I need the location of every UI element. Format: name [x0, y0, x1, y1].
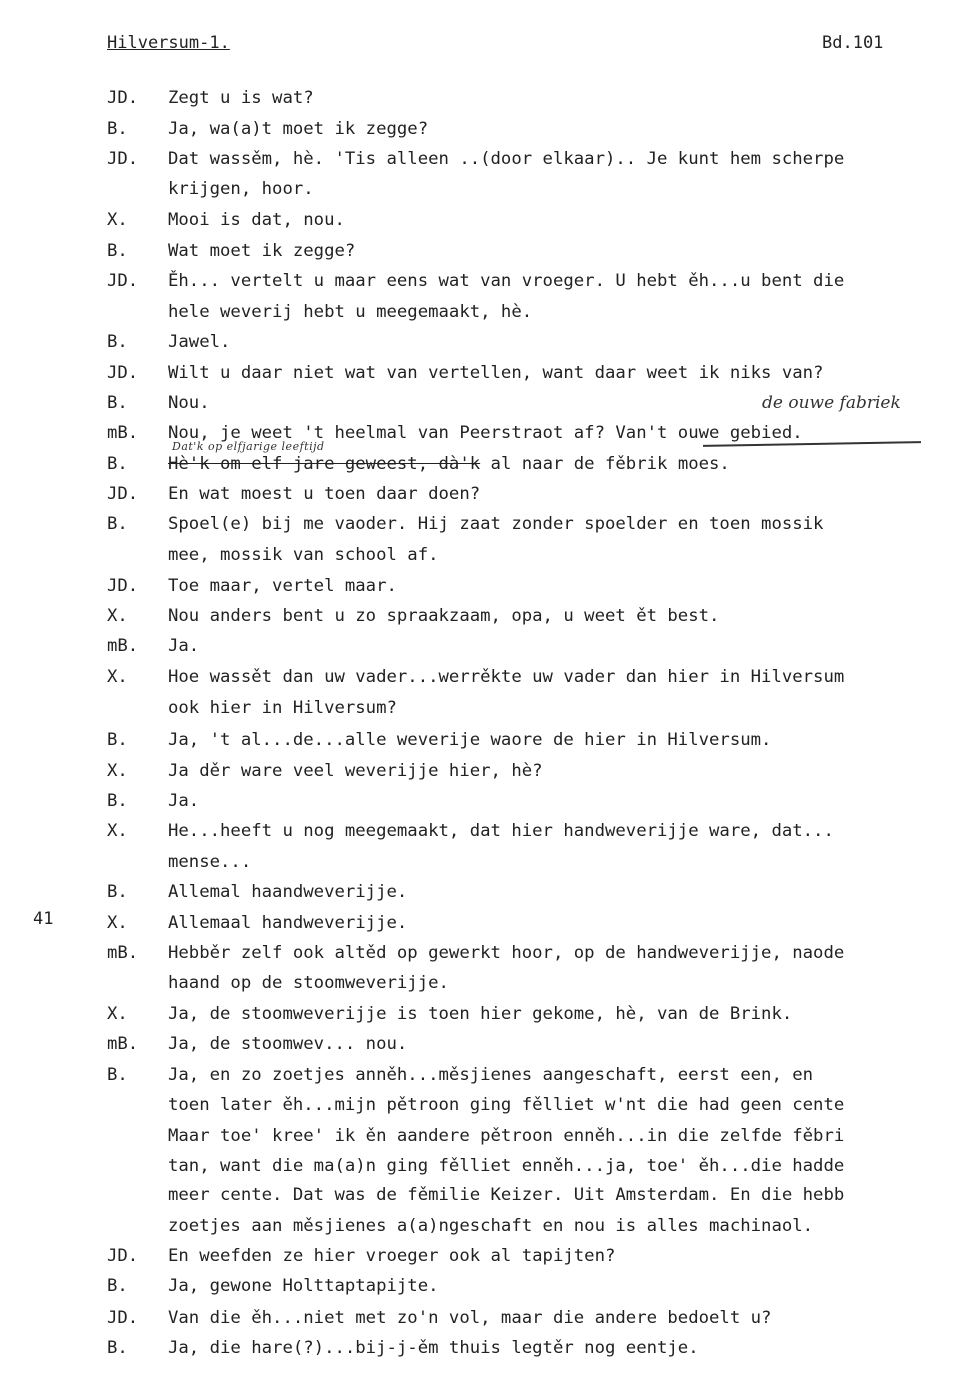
spoken-text: Nou.	[168, 393, 210, 413]
speaker-label: JD.	[107, 88, 139, 108]
speaker-label: B.	[107, 882, 128, 902]
spoken-text: Toe maar, vertel maar.	[168, 576, 397, 596]
speaker-label: mB.	[107, 943, 139, 963]
spoken-text: Wat moet ik zegge?	[168, 241, 356, 261]
spoken-text: Ja, gewone Holttaptapijte.	[168, 1276, 439, 1296]
spoken-text: Hebběr zelf ook altěd op gewerkt hoor, op de handweverijje, naode	[168, 943, 845, 963]
spoken-text: Ja děr ware veel weverijje hier, hè?	[168, 761, 543, 781]
speaker-label: mB.	[107, 423, 139, 443]
speaker-label: JD.	[107, 149, 139, 169]
page-reference: Bd.101	[822, 33, 884, 53]
speaker-label: B.	[107, 119, 128, 139]
speaker-label: B.	[107, 1065, 128, 1085]
speaker-label: X.	[107, 210, 128, 230]
spoken-text: En wat moest u toen daar doen?	[168, 484, 481, 504]
spoken-text: Mooi is dat, nou.	[168, 210, 345, 230]
speaker-label: B.	[107, 791, 128, 811]
spoken-text: Ja.	[168, 636, 200, 656]
speaker-label: JD.	[107, 1308, 139, 1328]
spoken-text: Van die ěh...niet met zo'n vol, maar die andere bedoelt u?	[168, 1308, 772, 1328]
spoken-text: mense...	[168, 852, 252, 872]
spoken-text: Ja, wa(a)t moet ik zegge?	[168, 119, 429, 139]
spoken-text: He...heeft u nog meegemaakt, dat hier handweverijje ware, dat...	[168, 821, 834, 841]
spoken-text: Ja, de stoomweverijje is toen hier gekome, hè, van de Brink.	[168, 1004, 793, 1024]
crossed-out-text: Hè'k om elf jare geweest, dà'k	[168, 454, 481, 474]
spoken-text: Allemaal handweverijje.	[168, 913, 408, 933]
speaker-label: JD.	[107, 363, 139, 383]
page-title: Hilversum-1.	[107, 33, 230, 53]
spoken-text: krijgen, hoor.	[168, 179, 314, 199]
speaker-label: X.	[107, 1004, 128, 1024]
handwritten-annotation: de ouwe fabriek	[762, 393, 901, 413]
speaker-label: mB.	[107, 1034, 139, 1054]
spoken-text: toen later ěh...mijn pětroon ging fělliet w'nt die had geen cente	[168, 1095, 845, 1115]
speaker-label: mB.	[107, 636, 139, 656]
spoken-text: zoetjes aan měsjienes a(a)ngeschaft en nou is alles machinaol.	[168, 1216, 814, 1236]
speaker-label: B.	[107, 393, 128, 413]
spoken-text: hele weverij hebt u meegemaakt, hè.	[168, 302, 533, 322]
spoken-text: Zegt u is wat?	[168, 88, 314, 108]
spoken-text: Nou anders bent u zo spraakzaam, opa, u weet ět best.	[168, 606, 720, 626]
spoken-text: Ja.	[168, 791, 200, 811]
speaker-label: B.	[107, 1338, 128, 1358]
speaker-label: B.	[107, 730, 128, 750]
speaker-label: JD.	[107, 576, 139, 596]
speaker-label: B.	[107, 332, 128, 352]
speaker-label: B.	[107, 454, 128, 474]
speaker-label: X.	[107, 761, 128, 781]
spoken-text: Ja, de stoomwev... nou.	[168, 1034, 408, 1054]
spoken-text: Ěh... vertelt u maar eens wat van vroeger. U hebt ěh...u bent die	[168, 271, 845, 291]
spoken-text: Ja, die hare(?)...bij-j-ěm thuis legtěr nog eentje.	[168, 1338, 699, 1358]
spoken-text: Dat wassěm, hè. 'Tis alleen ..(door elkaar).. Je kunt hem scherpe	[168, 149, 845, 169]
spoken-text: Hoe wassět dan uw vader...werrěkte uw vader dan hier in Hilversum	[168, 667, 845, 687]
speaker-label: X.	[107, 821, 128, 841]
spoken-text: Maar toe' kree' ik ěn aandere pětroon enněh...in die zelfde fěbri	[168, 1126, 845, 1146]
spoken-text	[168, 452, 730, 476]
margin-number: 41	[33, 909, 54, 929]
spoken-text: Nou, je weet 't heelmal van Peerstraot af? Van't ouwe gebied.	[168, 423, 803, 443]
speaker-label: X.	[107, 913, 128, 933]
speaker-label: B.	[107, 241, 128, 261]
speaker-label: X.	[107, 606, 128, 626]
spoken-text: En weefden ze hier vroeger ook al tapijten?	[168, 1246, 616, 1266]
spoken-text: ook hier in Hilversum?	[168, 698, 397, 718]
speaker-label: X.	[107, 667, 128, 687]
remaining-text: al naar de fěbrik moes.	[480, 454, 730, 474]
spoken-text: mee, mossik van school af.	[168, 545, 439, 565]
spoken-text: tan, want die ma(a)n ging fělliet enněh...ja, toe' ěh...die hadde	[168, 1156, 845, 1176]
speaker-label: JD.	[107, 1246, 139, 1266]
spoken-text: Wilt u daar niet wat van vertellen, want daar weet ik niks van?	[168, 363, 824, 383]
speaker-label: B.	[107, 1276, 128, 1296]
spoken-text: Ja, 't al...de...alle weverije waore de hier in Hilversum.	[168, 730, 772, 750]
speaker-label: JD.	[107, 484, 139, 504]
spoken-text: Spoel(e) bij me vaoder. Hij zaat zonder spoelder en toen mossik	[168, 514, 824, 534]
spoken-text: meer cente. Dat was de fěmilie Keizer. Uit Amsterdam. En die hebb	[168, 1185, 845, 1205]
handwritten-correction: Dat'k op elfjarige leeftijd	[172, 440, 325, 453]
spoken-text: Ja, en zo zoetjes anněh...měsjienes aangeschaft, eerst een, en	[168, 1065, 814, 1085]
speaker-label: JD.	[107, 271, 139, 291]
spoken-text: Allemal haandweverijje.	[168, 882, 408, 902]
spoken-text: haand op de stoomweverijje.	[168, 973, 449, 993]
speaker-label: B.	[107, 514, 128, 534]
spoken-text: Jawel.	[168, 332, 231, 352]
